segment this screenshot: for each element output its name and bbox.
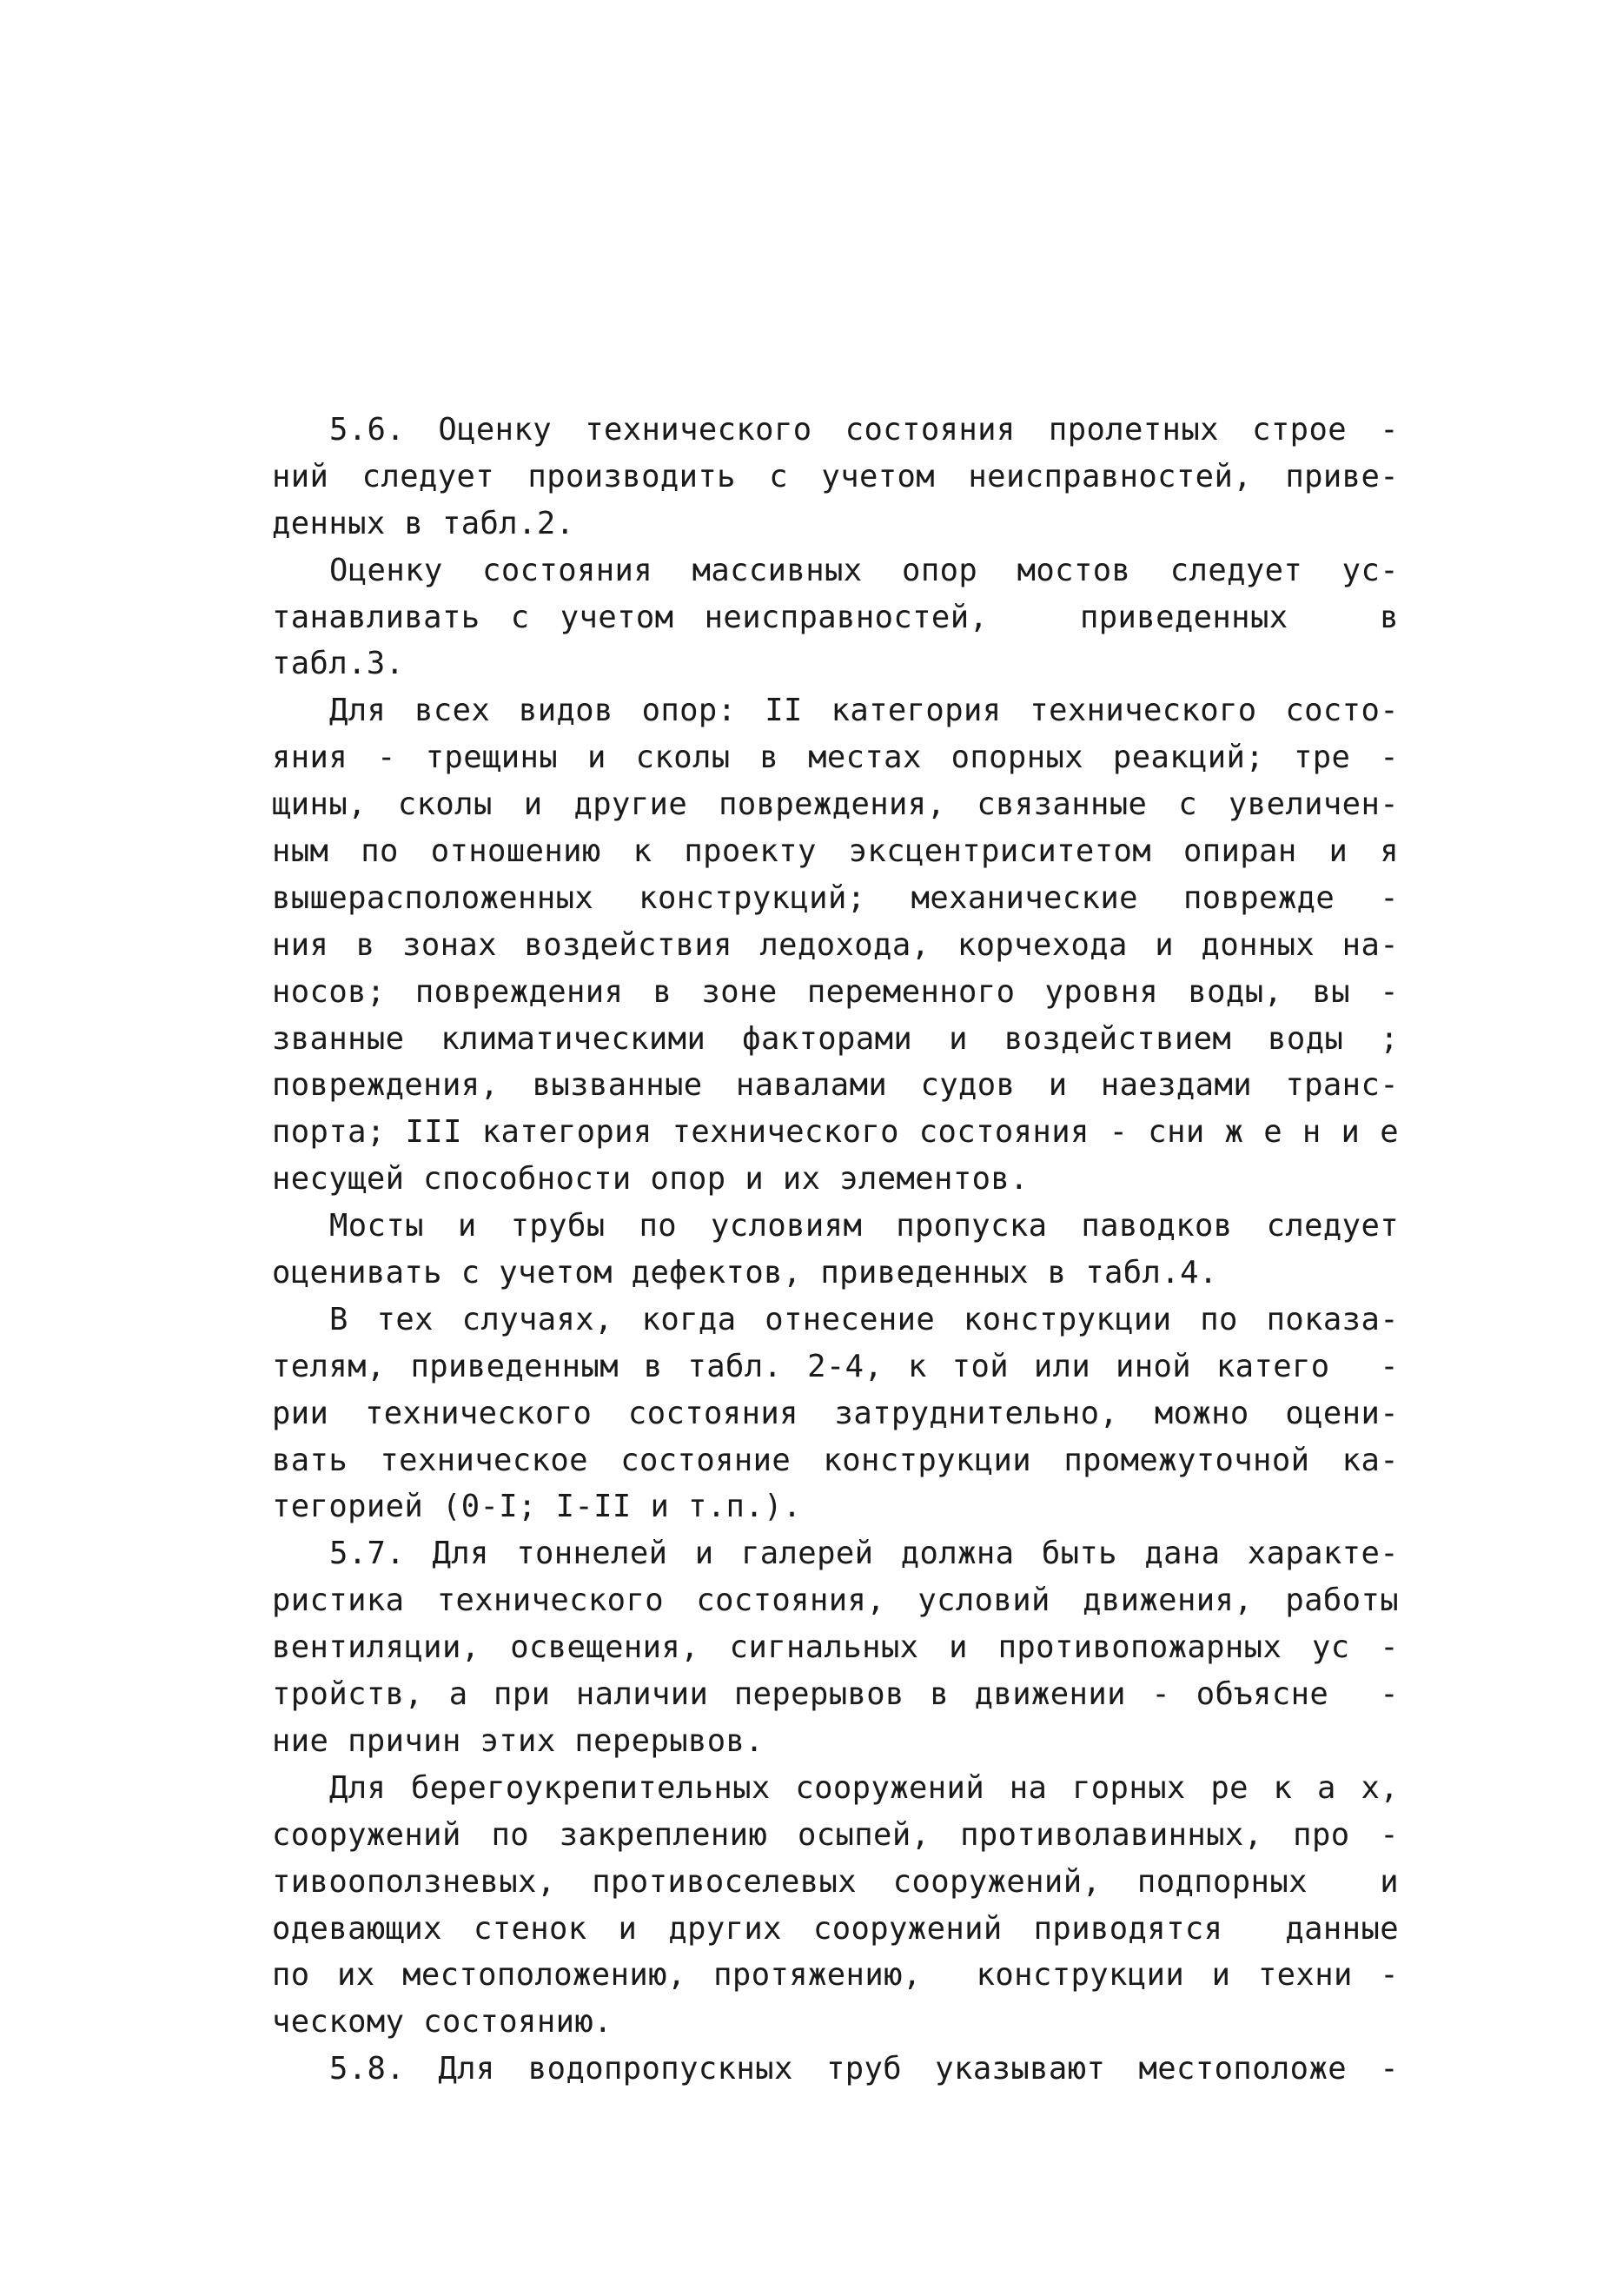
paragraph	[272, 547, 1399, 688]
text-line: ние причин этих перерывов.	[272, 1722, 765, 1759]
text-line: 5.8. Для водопропускных труб указывают местоположе -	[329, 2051, 1399, 2087]
text-line: вать техническое состояние конструкции промежуточной ка-	[272, 1442, 1399, 1478]
text-line: вышерасположенных конструкций; механические поврежде -	[272, 879, 1399, 916]
text-line: сооружений по закреплению осыпей, противолавинных, про -	[272, 1816, 1399, 1853]
text-line: тивооползневых, противоселевых сооружений, подпорных и	[272, 1863, 1399, 1900]
text-line: тройств, а при наличии перерывов в движении - объясне -	[272, 1676, 1399, 1713]
text-line: порта; III категория технического состояния - сни ж е н и е	[272, 1114, 1399, 1151]
text-line: Для всех видов опор: II категория технического состо-	[329, 693, 1399, 729]
text-line: ным по отношению к проекту эксцентриситетом опиран и я	[272, 833, 1399, 870]
text-line: ния в зонах воздействия ледохода, корчехода и донных на-	[272, 926, 1399, 963]
text-line: В тех случаях, когда отнесение конструкции по показа-	[329, 1301, 1399, 1337]
text-line: танавливать с учетом неисправностей, приведенных в	[272, 599, 1399, 635]
paragraph	[272, 2046, 1399, 2093]
text-line: 5.6. Оценку технического состояния пролетных строе -	[329, 412, 1399, 448]
text-line: телям, приведенным в табл. 2-4, к той или иной катего -	[272, 1348, 1399, 1384]
text-line: тегорией (0-I; I-II и т.п.).	[272, 1489, 802, 1525]
text-line: по их местоположению, протяжению, конструкции и техни -	[272, 1957, 1399, 1994]
paragraph	[272, 1765, 1399, 2046]
paragraph	[272, 407, 1399, 547]
paragraph	[272, 1530, 1399, 1764]
text-line: Оценку состояния массивных опор мостов следует ус-	[329, 552, 1399, 588]
paragraph	[272, 687, 1399, 1203]
text-line: повреждения, вызванные навалами судов и наездами транс-	[272, 1067, 1399, 1104]
text-line: Мосты и трубы по условиям пропуска паводков следует	[329, 1208, 1399, 1244]
text-line: рии технического состояния затруднительно, можно оцени-	[272, 1395, 1399, 1431]
text-line: ний следует производить с учетом неисправностей, приве-	[272, 458, 1399, 494]
text-line: щины, сколы и другие повреждения, связанные с увеличен-	[272, 786, 1399, 823]
text-line: вентиляции, освещения, сигнальных и противопожарных ус -	[272, 1629, 1399, 1666]
text-line: 5.7. Для тоннелей и галерей должна быть дана характе-	[329, 1536, 1399, 1572]
body-text	[272, 407, 1399, 2093]
text-line: одевающих стенок и других сооружений приводятся данные	[272, 1910, 1399, 1947]
text-line: носов; повреждения в зоне переменного уровня воды, вы -	[272, 973, 1399, 1010]
paragraph	[272, 1297, 1399, 1530]
text-line: оценивать с учетом дефектов, приведенных в табл.4.	[272, 1255, 1218, 1291]
paragraph	[272, 1203, 1399, 1297]
text-line: несущей способности опор и их элементов.	[272, 1161, 1029, 1198]
text-line: ристика технического состояния, условий движения, работы	[272, 1583, 1399, 1619]
text-line: яния - трещины и сколы в местах опорных реакций; тре -	[272, 740, 1399, 776]
text-line: табл.3.	[272, 646, 405, 682]
text-line: званные климатическими факторами и воздействием воды ;	[272, 1020, 1399, 1057]
text-line: Для берегоукрепительных сооружений на горных ре к а х,	[329, 1769, 1399, 1806]
text-line: ческому состоянию.	[272, 2004, 613, 2041]
text-line: денных в табл.2.	[272, 505, 575, 541]
